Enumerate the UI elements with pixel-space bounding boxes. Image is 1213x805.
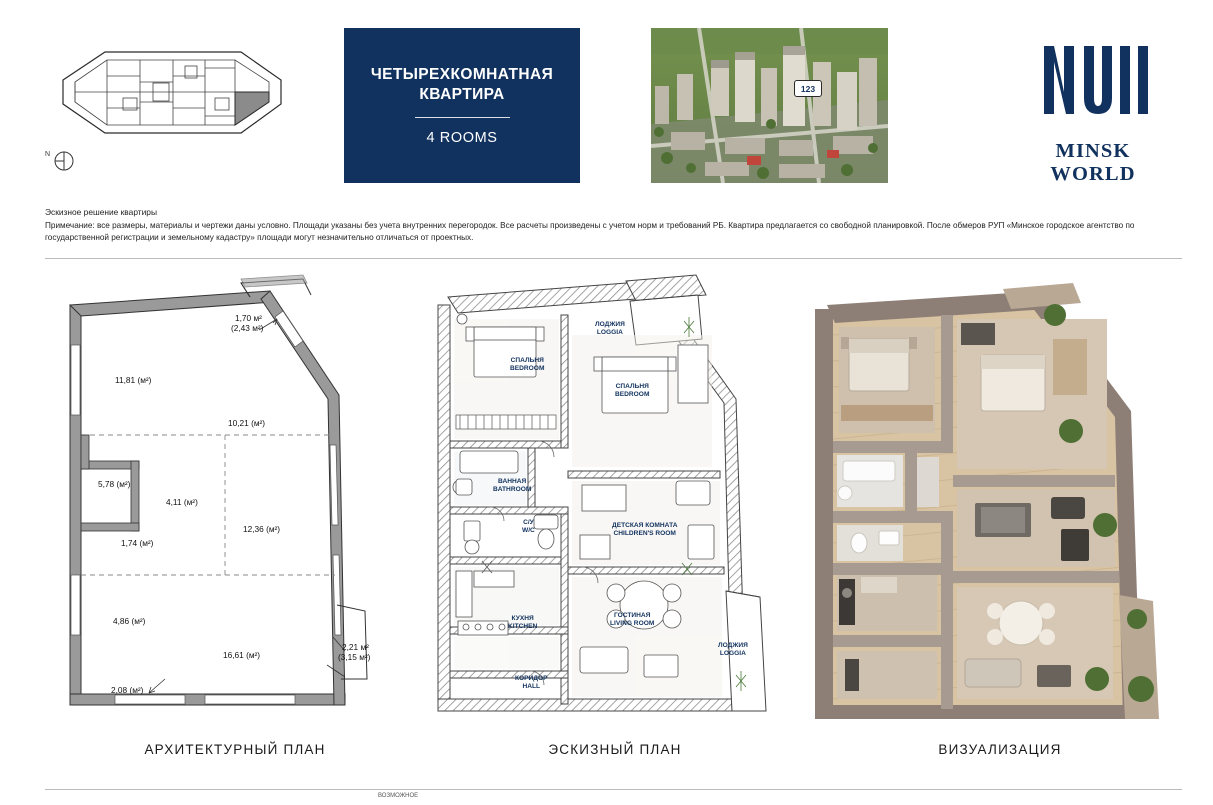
architectural-plan — [45, 275, 425, 725]
area-label: 1,70 м² — [235, 313, 262, 323]
room-label-bedroom-1: СПАЛЬНЯ BEDROOM — [510, 357, 545, 373]
aerial-site-photo — [651, 28, 888, 183]
room-label-bedroom-2: СПАЛЬНЯ BEDROOM — [615, 383, 650, 399]
footer-divider — [45, 789, 1182, 790]
area-label: (2,43 м²) — [231, 323, 264, 333]
area-label: 1,74 (м²) — [121, 538, 154, 548]
room-label-kitchen: КУХНЯ KITCHEN — [508, 615, 538, 631]
room-label-loggia-top: ЛОДЖИЯ LOGGIA — [595, 321, 625, 337]
room-label-children-room: ДЕТСКАЯ КОМНАТА CHILDREN'S ROOM — [612, 522, 678, 538]
brand-name: MINSK WORLD — [1050, 140, 1136, 185]
north-arrow — [45, 148, 85, 174]
notes-body: Примечание: все размеры, материалы и чертежи даны условно. Площади указаны без учета внутренних перегородок. Все расчеты произведены с учетом норм и требований РБ. Квартира предлагается со свободной планировкой. После обмеров РУП «Минское городское агентство по государственной регистрации и земельному кадастру» площади могут незначительно отличаться от проектных. — [45, 221, 1135, 243]
area-label: 4,86 (м²) — [113, 616, 146, 626]
notes-block — [45, 207, 1185, 245]
title-ru: ЧЕТЫРЕХКОМНАТНАЯ КВАРТИРА — [370, 66, 554, 103]
caption-sketch: ЭСКИЗНЫЙ ПЛАН — [548, 742, 682, 757]
visualization-3d — [805, 275, 1195, 725]
mw-monogram-icon — [1014, 36, 1172, 128]
brand-logo — [1014, 36, 1172, 185]
notes-heading: Эскизное решение квартиры — [45, 207, 157, 217]
north-label: N — [45, 151, 51, 158]
area-label: 2,21 м² — [342, 642, 369, 652]
room-label-loggia-bottom: ЛОДЖИЯ LOGGIA — [718, 642, 748, 658]
sketch-plan — [430, 275, 800, 725]
caption-architectural: АРХИТЕКТУРНЫЙ ПЛАН — [144, 742, 326, 757]
area-label: 2,08 (м²) — [111, 685, 144, 695]
title-divider — [415, 117, 510, 118]
sheet-header — [0, 0, 1213, 200]
area-label: (3,15 м²) — [338, 652, 371, 662]
caption-visualization: ВИЗУАЛИЗАЦИЯ — [938, 742, 1062, 757]
room-label-hall: КОРИДОР HALL — [515, 675, 548, 691]
room-label-wc: С/У W/C — [522, 519, 535, 535]
area-label: 11,81 (м²) — [115, 375, 152, 385]
visualization-render — [805, 275, 1195, 725]
footer-cell: ВОЗМОЖНОЕ — [378, 793, 419, 799]
area-label: 4,11 (м²) — [166, 497, 198, 507]
area-label: 5,78 (м²) — [98, 479, 131, 489]
room-label-bathroom: ВАННАЯ BATHROOM — [493, 478, 532, 494]
floor-keyplan — [45, 38, 290, 148]
footer-table-stub — [208, 793, 808, 805]
area-label: 16,61 (м²) — [223, 650, 261, 660]
header-divider — [45, 258, 1182, 259]
room-label-living-room: ГОСТИНАЯ LIVING ROOM — [610, 612, 655, 628]
site-marker-badge: 123 — [794, 80, 822, 97]
area-label: 12,36 (м²) — [243, 524, 281, 534]
title-en: 4 ROOMS — [426, 129, 498, 146]
area-label: 10,21 (м²) — [228, 418, 266, 428]
apartment-title-box — [344, 28, 580, 183]
